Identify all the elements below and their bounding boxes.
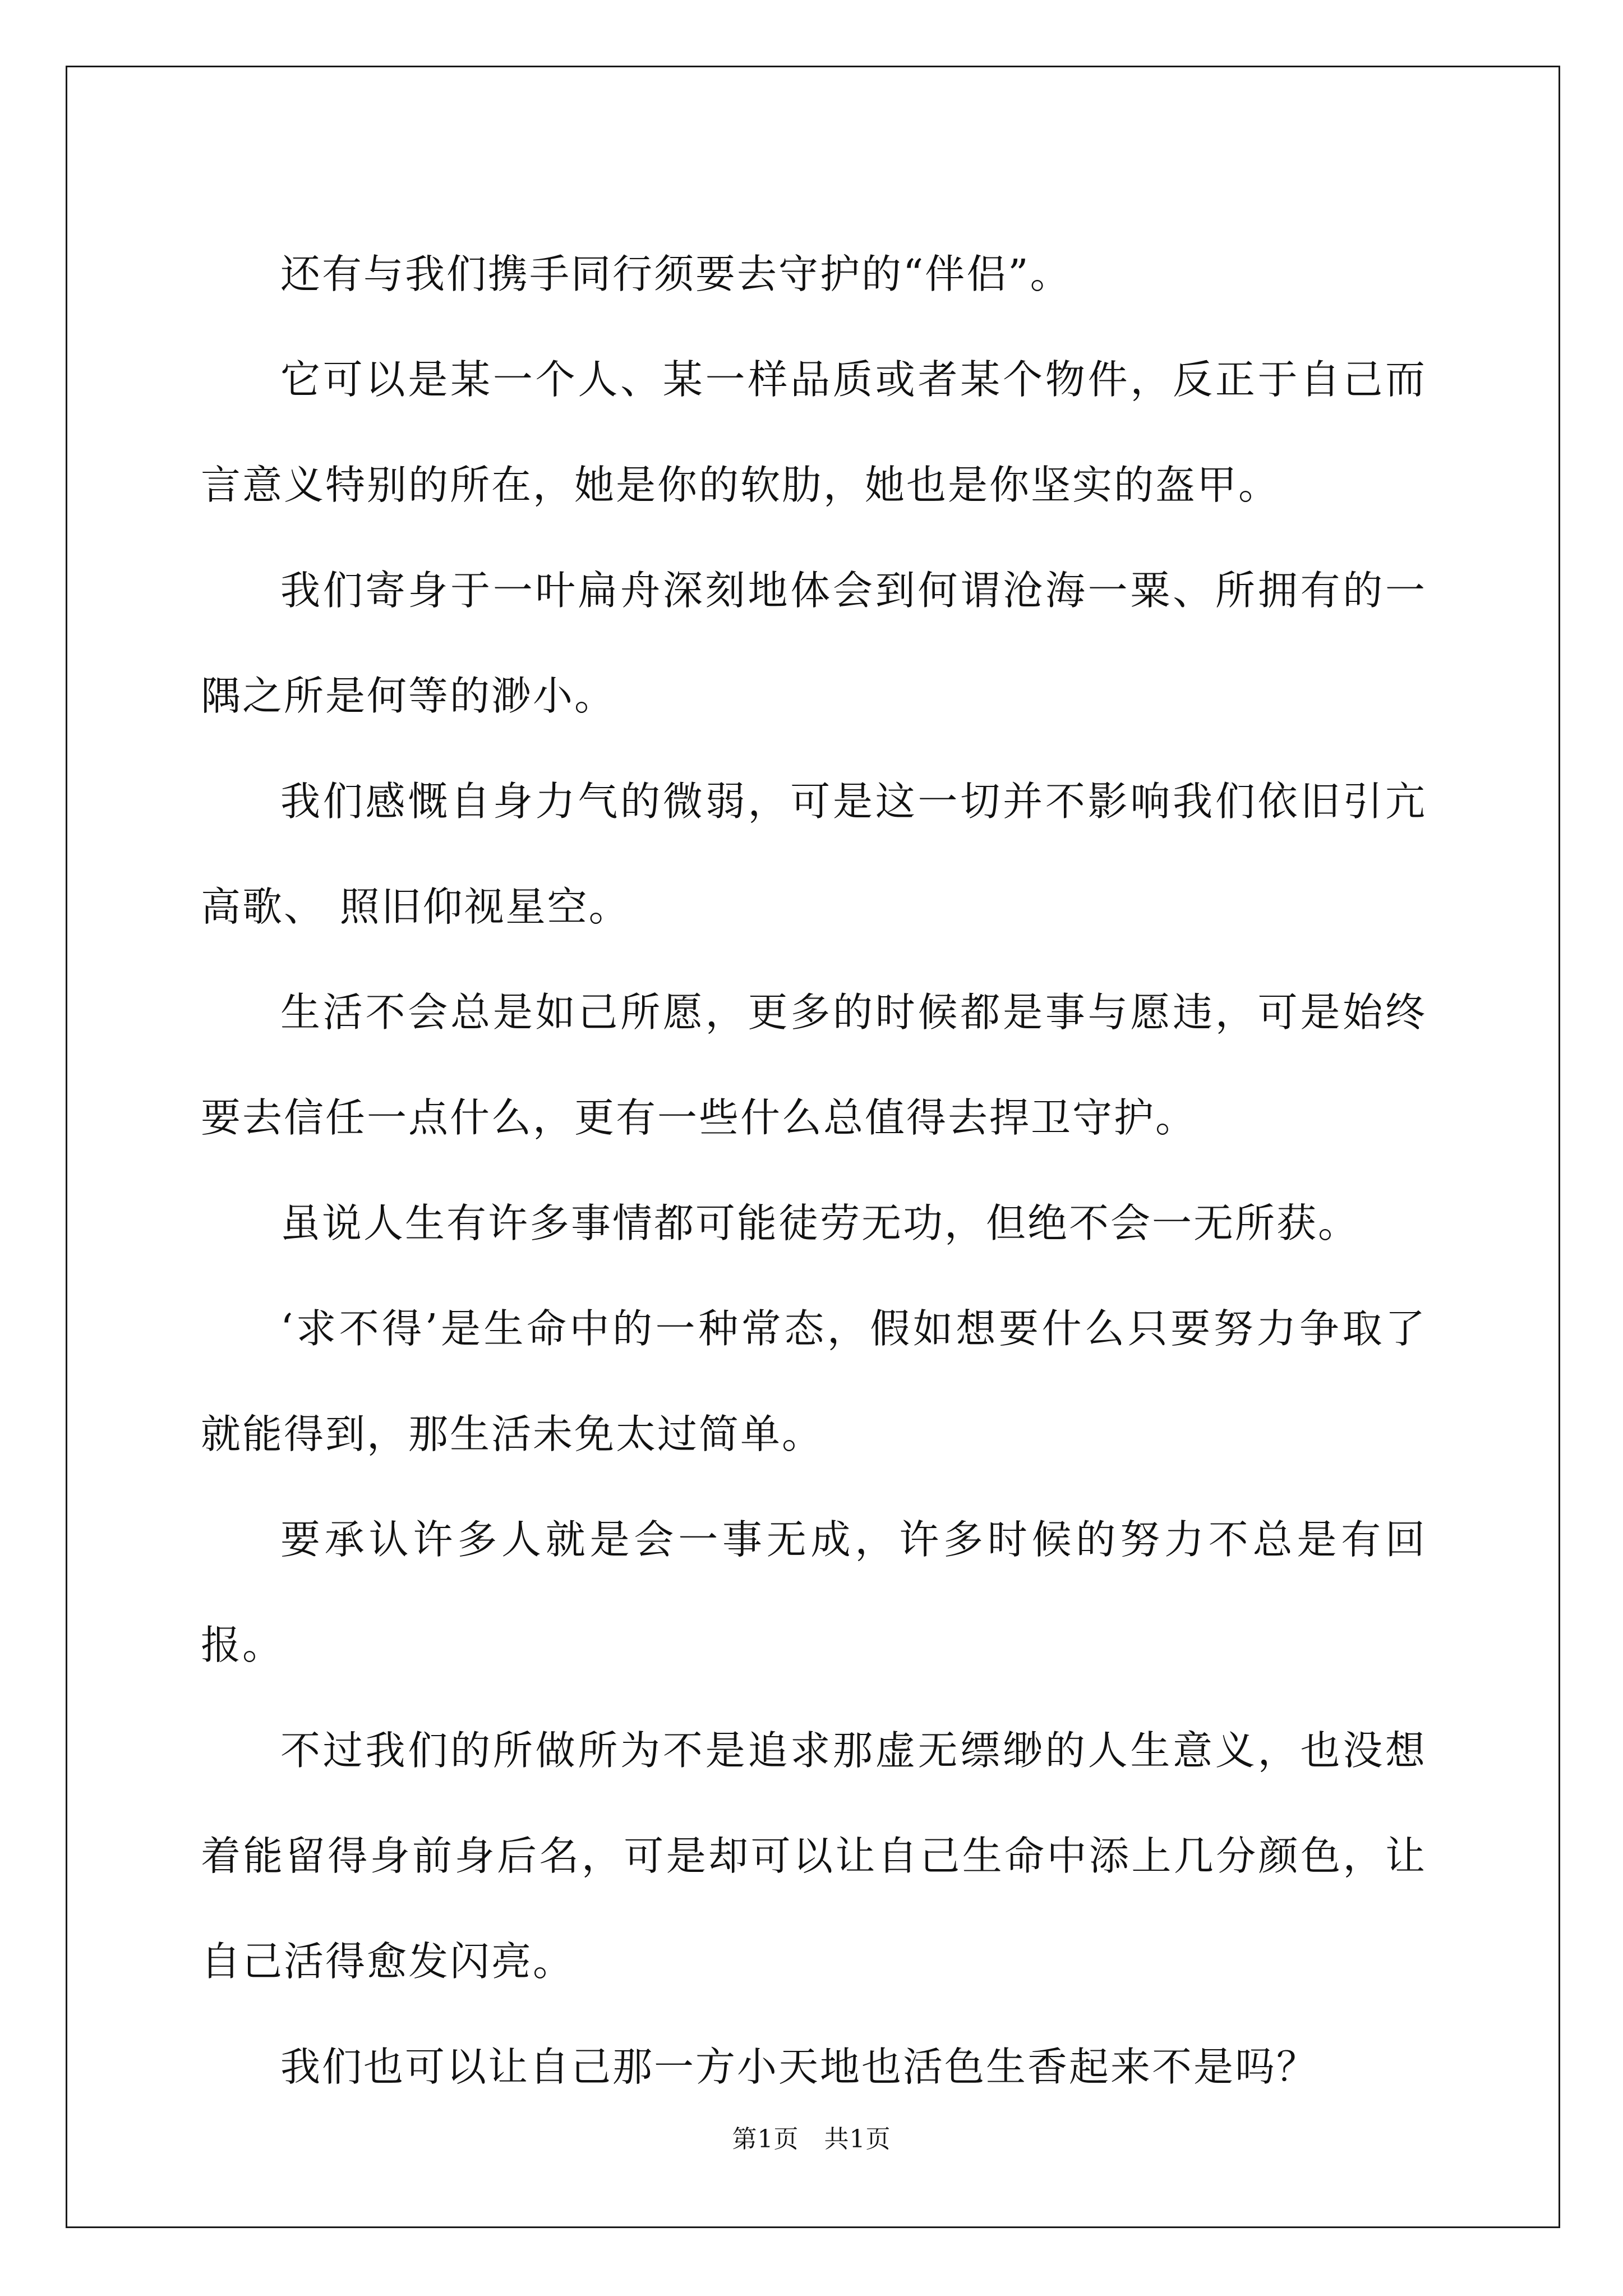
paragraph-9: 不过我们的所做所为不是追求那虚无缥缈的人生意义，也没想着能留得身前身后名，可是却可以让自己生命中添上几分颜色，让自己活得愈发闪亮。: [201, 1727, 1427, 1985]
paragraph-1: 还有与我们携手同行须要去守护的“伴侣”。: [280, 251, 1072, 297]
paragraph-5: 生活不会总是如己所愿，更多的时候都是事与愿违，可是始终要去信任一点什么，更有一些什么总值得去捍卫守护。: [201, 989, 1427, 1141]
paragraph-2: 它可以是某一个人、某一样品质或者某个物件，反正于自己而言意义特别的所在，她是你的软肋，她也是你坚实的盔甲。: [201, 356, 1427, 508]
page-number-footer: 第1页 共1页: [732, 2125, 891, 2154]
paragraph-4: 我们感慨自身力气的微弱，可是这一切并不影响我们依旧引亢高歌、 照旧仰视星空。: [201, 778, 1427, 930]
document-body: [201, 222, 1427, 2120]
paragraph-10: 我们也可以让自己那一方小天地也活色生香起来不是吗？: [280, 2044, 1318, 2090]
paragraph-6: 虽说人生有许多事情都可能徒劳无功，但绝不会一无所获。: [280, 1200, 1360, 1246]
paragraph-8: 要承认许多人就是会一事无成，许多时候的努力不总是有回报。: [201, 1516, 1427, 1668]
paragraph-3: 我们寄身于一叶扁舟深刻地体会到何谓沧海一粟、所拥有的一隅之所是何等的渺小。: [201, 567, 1427, 719]
paragraph-7: ‘求不得’是生命中的一种常态，假如想要什么只要努力争取了就能得到，那生活未免太过简单。: [201, 1305, 1427, 1457]
